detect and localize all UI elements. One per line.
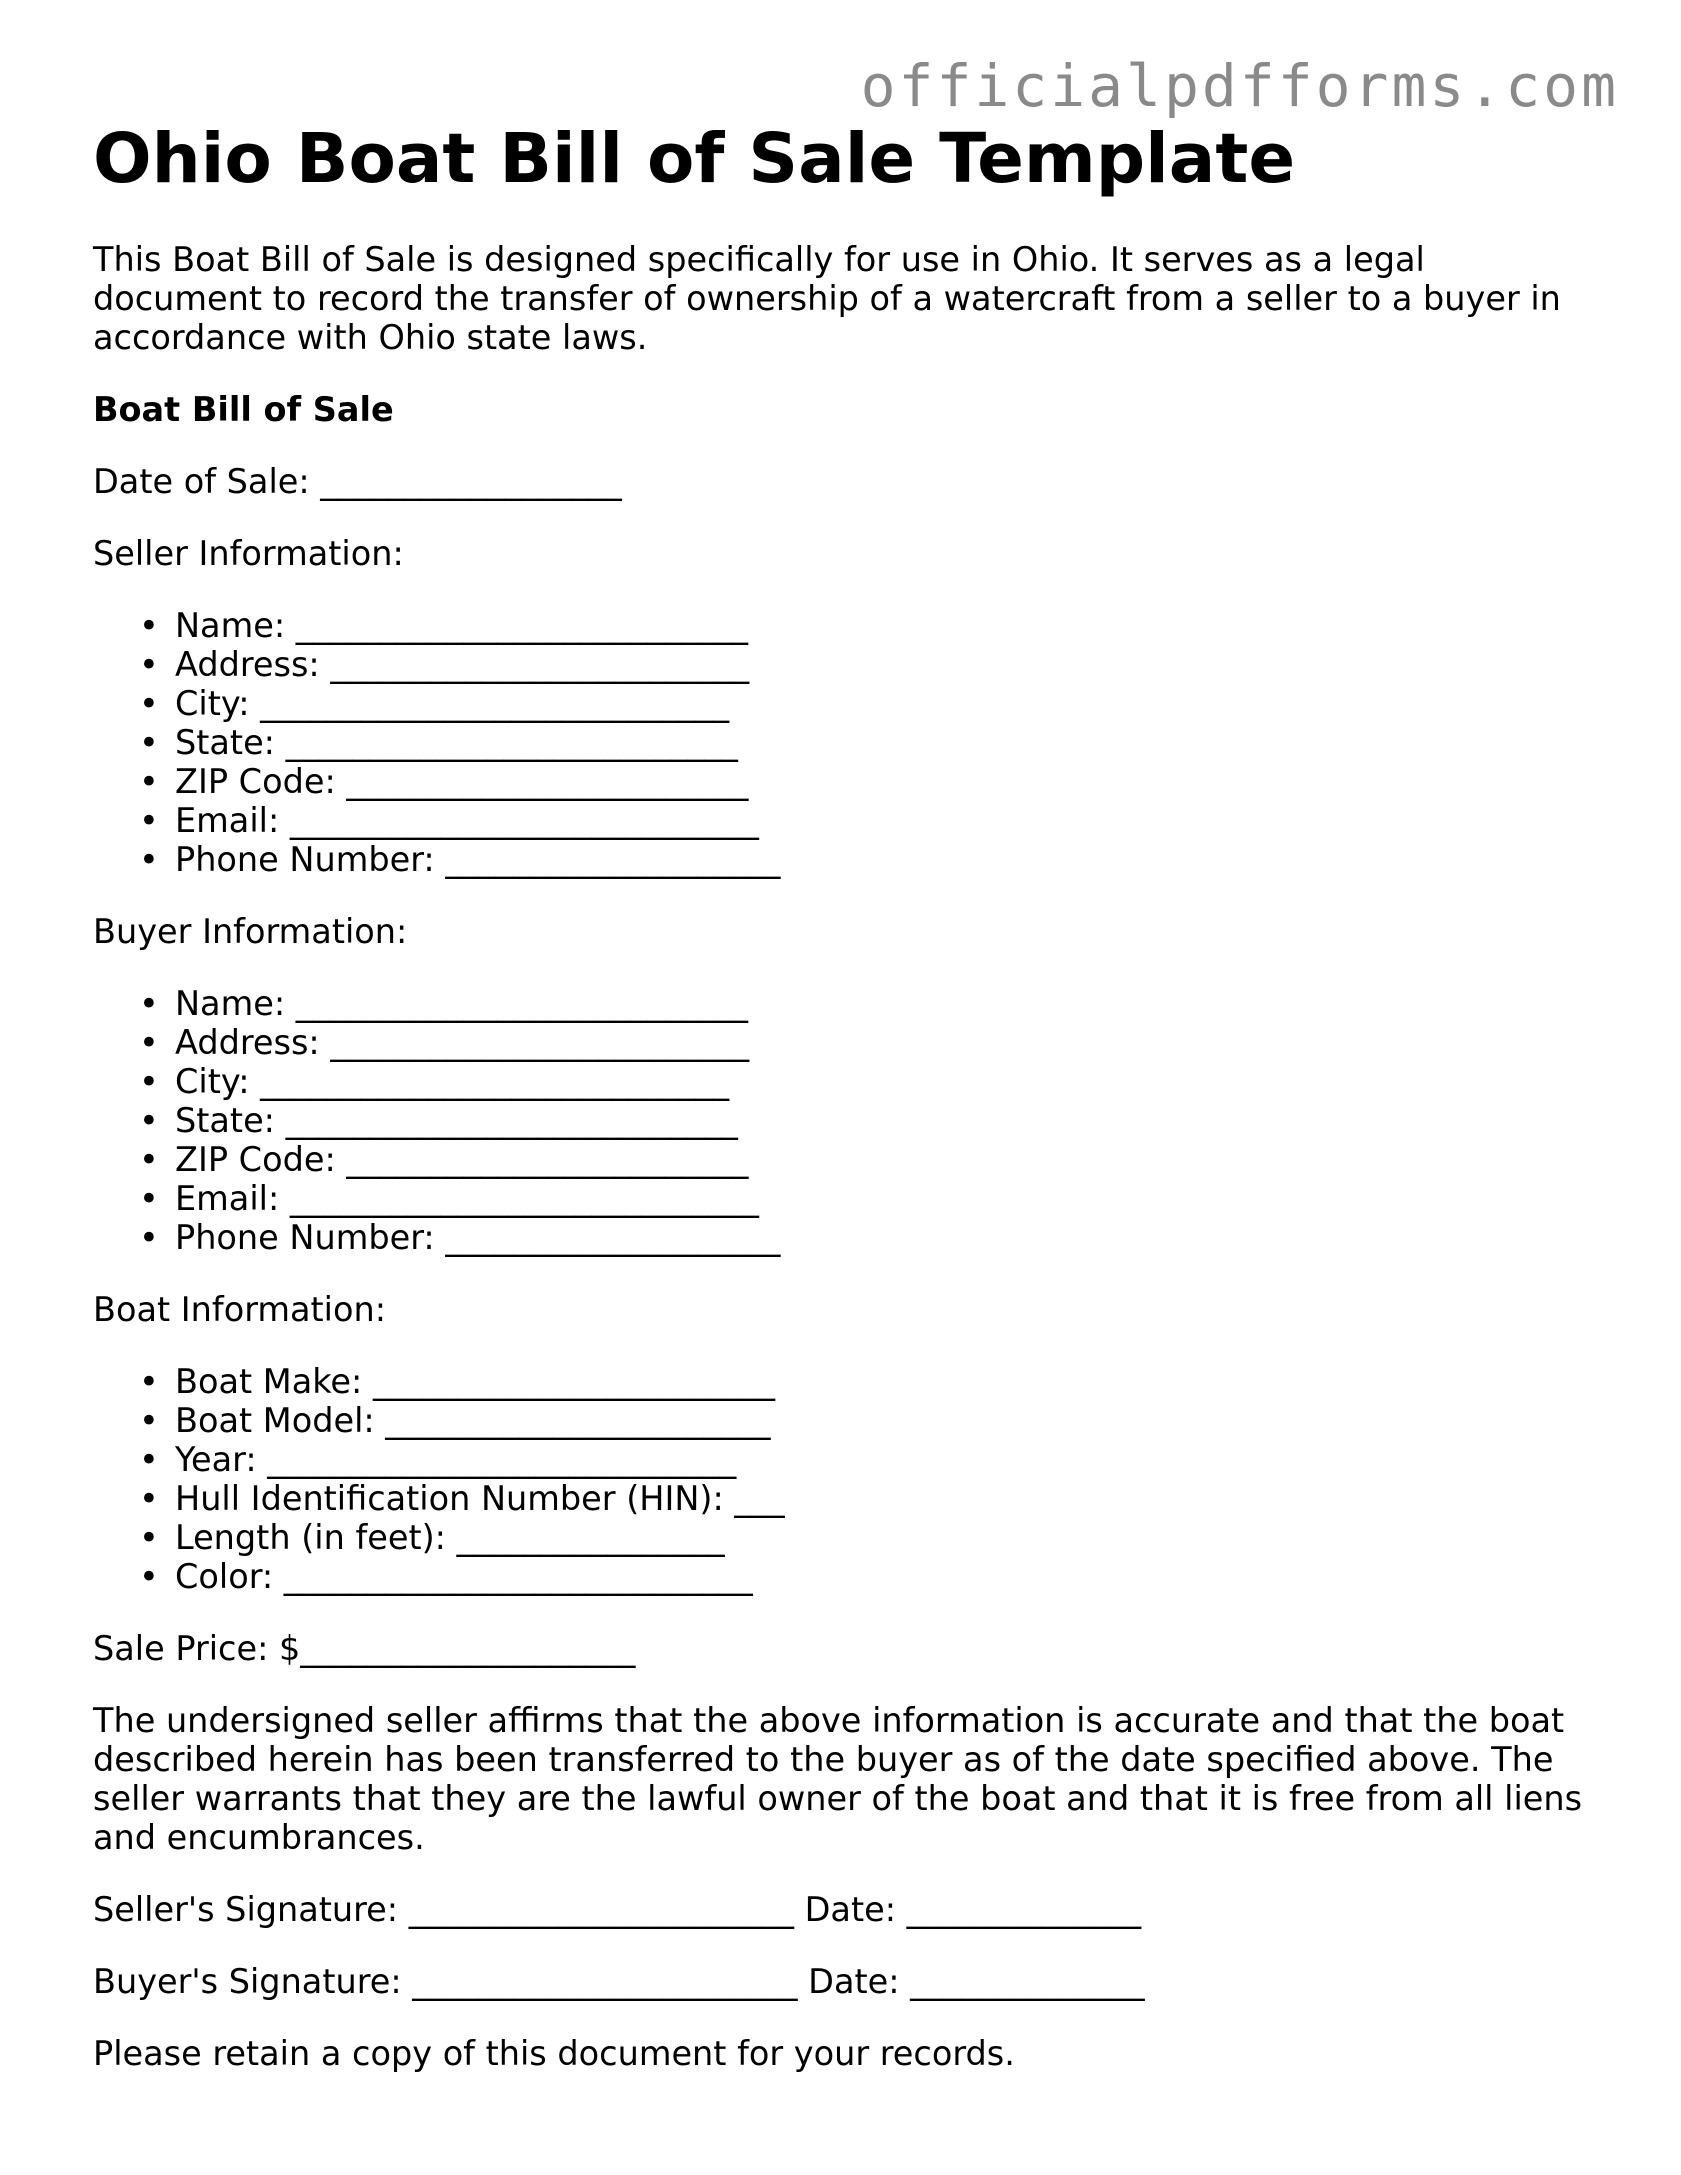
buyer-name-field: Name: ___________________________ xyxy=(175,984,749,1023)
list-item xyxy=(139,1440,1593,1479)
boat-fields-list xyxy=(93,1362,1593,1596)
date-of-sale-field: Date of Sale: __________________ xyxy=(93,462,622,501)
seller-address-field: Address: _________________________ xyxy=(175,645,750,684)
seller-city-field: City: ____________________________ xyxy=(175,684,730,723)
seller-fields-list xyxy=(93,606,1593,879)
boat-year-field: Year: ____________________________ xyxy=(175,1440,737,1479)
list-item xyxy=(139,1518,1593,1557)
retain-note: Please retain a copy of this document for your records. xyxy=(93,2034,1015,2073)
bullet-icon: • xyxy=(139,645,159,684)
list-item xyxy=(139,1140,1593,1179)
seller-signature-line: Seller's Signature: _______________________ Date: ______________ xyxy=(93,1890,1142,1929)
buyer-state-field: State: ___________________________ xyxy=(175,1101,738,1140)
buyer-information-label: Buyer Information: xyxy=(93,912,408,951)
list-item xyxy=(139,1218,1593,1257)
bullet-icon: • xyxy=(139,1401,159,1440)
list-item xyxy=(139,762,1593,801)
seller-state-field: State: ___________________________ xyxy=(175,723,738,762)
seller-zip-field: ZIP Code: ________________________ xyxy=(175,762,749,801)
bullet-icon: • xyxy=(139,1140,159,1179)
list-item xyxy=(139,840,1593,879)
buyer-email-field: Email: ____________________________ xyxy=(175,1179,759,1218)
sale-price-field: Sale Price: $____________________ xyxy=(93,1629,636,1668)
boat-hin-field: Hull Identification Number (HIN): ___ xyxy=(175,1479,785,1518)
document-page xyxy=(93,118,1593,2073)
list-item xyxy=(139,723,1593,762)
list-item xyxy=(139,1479,1593,1518)
list-item xyxy=(139,1101,1593,1140)
bullet-icon: • xyxy=(139,1101,159,1140)
bullet-icon: • xyxy=(139,1440,159,1479)
seller-information-label: Seller Information: xyxy=(93,534,404,573)
list-item xyxy=(139,606,1593,645)
bullet-icon: • xyxy=(139,1362,159,1401)
buyer-address-field: Address: _________________________ xyxy=(175,1023,750,1062)
list-item xyxy=(139,1362,1593,1401)
seller-phone-field: Phone Number: ____________________ xyxy=(175,840,781,879)
list-item xyxy=(139,1557,1593,1596)
watermark: officialpdfforms.com xyxy=(860,52,1619,120)
list-item xyxy=(139,1401,1593,1440)
bullet-icon: • xyxy=(139,1479,159,1518)
bullet-icon: • xyxy=(139,1218,159,1257)
boat-length-field: Length (in feet): ________________ xyxy=(175,1518,725,1557)
bullet-icon: • xyxy=(139,606,159,645)
page-title: Ohio Boat Bill of Sale Template xyxy=(93,119,1296,199)
list-item xyxy=(139,1062,1593,1101)
buyer-zip-field: ZIP Code: ________________________ xyxy=(175,1140,749,1179)
buyer-city-field: City: ____________________________ xyxy=(175,1062,730,1101)
boat-color-field: Color: ____________________________ xyxy=(175,1557,753,1596)
seller-name-field: Name: ___________________________ xyxy=(175,606,749,645)
section-heading: Boat Bill of Sale xyxy=(93,390,394,429)
buyer-fields-list xyxy=(93,984,1593,1257)
bullet-icon: • xyxy=(139,723,159,762)
bullet-icon: • xyxy=(139,840,159,879)
bullet-icon: • xyxy=(139,801,159,840)
list-item xyxy=(139,1179,1593,1218)
bullet-icon: • xyxy=(139,1023,159,1062)
boat-model-field: Boat Model: _______________________ xyxy=(175,1401,771,1440)
bullet-icon: • xyxy=(139,684,159,723)
intro-paragraph: This Boat Bill of Sale is designed specifically for use in Ohio. It serves as a legal document to record the transfer of ownership of a watercraft from a seller to a buyer in accordance with Ohio state laws. xyxy=(93,240,1561,357)
bullet-icon: • xyxy=(139,1518,159,1557)
bullet-icon: • xyxy=(139,984,159,1023)
list-item xyxy=(139,984,1593,1023)
list-item xyxy=(139,801,1593,840)
buyer-phone-field: Phone Number: ____________________ xyxy=(175,1218,781,1257)
bullet-icon: • xyxy=(139,1179,159,1218)
boat-information-label: Boat Information: xyxy=(93,1290,386,1329)
bullet-icon: • xyxy=(139,1557,159,1596)
affirmation-paragraph: The undersigned seller affirms that the above information is accurate and that the boat described herein has been transferred to the buyer as of the date specified above. The seller warrants that they are the lawful owner of the boat and that it is free from all liens and encumbrances. xyxy=(93,1701,1583,1857)
list-item xyxy=(139,1023,1593,1062)
seller-email-field: Email: ____________________________ xyxy=(175,801,759,840)
list-item xyxy=(139,684,1593,723)
buyer-signature-line: Buyer's Signature: _______________________ Date: ______________ xyxy=(93,1962,1145,2001)
bullet-icon: • xyxy=(139,762,159,801)
bullet-icon: • xyxy=(139,1062,159,1101)
list-item xyxy=(139,645,1593,684)
boat-make-field: Boat Make: ________________________ xyxy=(175,1362,775,1401)
